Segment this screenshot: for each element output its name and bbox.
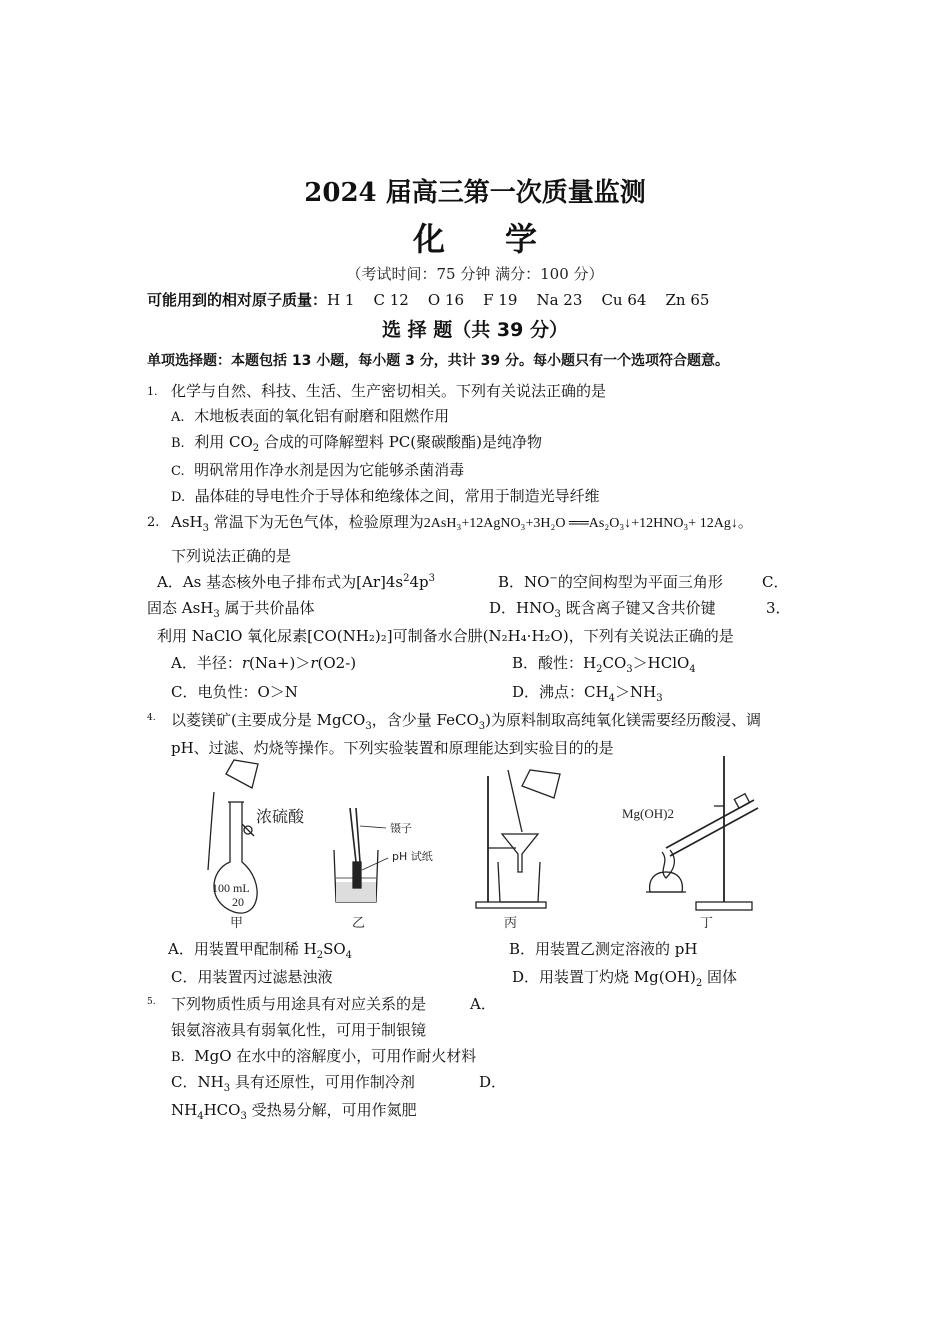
option-d bbox=[171, 485, 600, 506]
option-c bbox=[147, 597, 315, 620]
option-c bbox=[171, 1071, 415, 1094]
apparatus-a bbox=[208, 760, 305, 931]
option-text: 4p bbox=[409, 573, 429, 591]
subscript: 3 bbox=[213, 609, 220, 620]
option-b bbox=[171, 1045, 476, 1066]
option-text: 固态 AsH bbox=[147, 599, 214, 617]
subscript: 3 bbox=[656, 693, 663, 704]
subscript: 3 bbox=[365, 721, 372, 732]
option-b: B．用装置乙测定溶液的 pH bbox=[509, 940, 698, 958]
figure-label-c: 丙 bbox=[504, 916, 518, 931]
option-text: D．沸点：CH bbox=[512, 683, 609, 701]
italic-r: r bbox=[241, 654, 250, 672]
option-c-label: C． bbox=[762, 573, 789, 591]
option-label: B. bbox=[171, 436, 185, 451]
exam-info: （考试时间：75 分钟 满分：100 分） bbox=[346, 265, 604, 283]
stem-end: 。 bbox=[737, 513, 753, 531]
option-label: A. bbox=[171, 410, 185, 425]
apparatus-figure bbox=[200, 752, 780, 934]
option-a: 银氨溶液具有弱氧化性，可用于制银镜 bbox=[171, 1021, 427, 1039]
atomic-mass-values: H 1 C 12 O 16 F 19 Na 23 Cu 64 Zn 65 bbox=[327, 291, 710, 309]
flame-icon bbox=[662, 850, 674, 878]
italic-r: r bbox=[310, 654, 318, 672]
option-text: 受热易分解，可用作氮肥 bbox=[246, 1101, 417, 1119]
option-a bbox=[171, 405, 449, 426]
option-text: MgO 在水中的溶解度小，可用作耐火材料 bbox=[194, 1047, 477, 1065]
stem-text: 常温下为无色气体，检验原理为 bbox=[209, 513, 424, 531]
subscript: 3 bbox=[554, 609, 561, 620]
receiving-beaker bbox=[498, 862, 540, 902]
option-text: 合成的可降解塑料 PC(聚碳酸酯)是纯净物 bbox=[259, 433, 542, 451]
subscript: 3 bbox=[478, 721, 486, 732]
subject-title bbox=[0, 214, 950, 260]
acid-label: 浓硫酸 bbox=[256, 807, 305, 826]
option-text: D．用装置丁灼烧 Mg(OH) bbox=[512, 968, 696, 986]
superscript: − bbox=[549, 573, 558, 584]
section-title: 选 择 题（共 39 分） bbox=[382, 319, 568, 341]
ph-paper bbox=[353, 862, 361, 888]
option-text: 木地板表面的氧化铝有耐磨和阻燃作用 bbox=[194, 407, 450, 425]
option-label: D. bbox=[171, 490, 186, 505]
option-text: 固体 bbox=[702, 968, 737, 986]
option-label: C. bbox=[171, 464, 185, 479]
option-text: C．NH bbox=[171, 1073, 224, 1091]
question-stem-line2: 下列说法正确的是 bbox=[171, 547, 292, 565]
question-stem bbox=[171, 511, 753, 534]
option-text: 晶体硅的导电性介于导体和绝缘体之间，常用于制造光导纤维 bbox=[194, 487, 600, 505]
option-text: 既含离子键又含共价键 bbox=[560, 599, 716, 617]
option-d bbox=[171, 1099, 417, 1122]
pouring-beaker bbox=[226, 760, 258, 788]
option-text: B．NO bbox=[498, 573, 550, 591]
option-a-label: A． bbox=[470, 995, 496, 1013]
option-a bbox=[168, 938, 352, 961]
subscript: 3 bbox=[626, 664, 633, 675]
option-text: SO bbox=[323, 940, 346, 958]
funnel bbox=[502, 834, 538, 872]
subject-char-2: 学 bbox=[505, 220, 538, 258]
question-stem: 化学与自然、科技、生活、生产密切相关。下列有关说法正确的是 bbox=[171, 382, 607, 400]
alcohol-lamp bbox=[650, 872, 683, 892]
option-text: CO bbox=[602, 654, 627, 672]
stem-text: ，含少量 FeCO bbox=[371, 711, 479, 729]
figure-label-a: 甲 bbox=[230, 916, 244, 931]
option-a bbox=[157, 571, 435, 592]
ph-paper-label: pH 试纸 bbox=[392, 850, 433, 863]
option-c bbox=[171, 459, 464, 480]
atomic-mass-label: 可能用到的相对原子质量： bbox=[147, 291, 328, 309]
leader-line bbox=[362, 858, 388, 870]
option-b bbox=[498, 571, 723, 592]
tweezers-icon bbox=[350, 808, 356, 862]
subscript: 2 bbox=[695, 978, 703, 989]
option-text: 属于共价晶体 bbox=[219, 599, 315, 617]
question-number: 3． bbox=[766, 599, 791, 617]
pouring-beaker bbox=[522, 770, 560, 798]
option-b bbox=[512, 652, 696, 675]
option-d bbox=[489, 597, 716, 620]
option-text: A．用装置甲配制稀 H bbox=[168, 940, 317, 958]
question-stem: 下列物质性质与用途具有对应关系的是 bbox=[171, 995, 427, 1013]
subscript: 2 bbox=[252, 443, 260, 454]
clamp bbox=[734, 794, 749, 808]
option-text: 明矾常用作净水剂是因为它能够杀菌消毒 bbox=[194, 461, 465, 479]
glass-rod bbox=[508, 770, 522, 832]
option-text: A．As 基态核外电子排布式为[Ar]4s bbox=[157, 573, 404, 591]
subscript: 4 bbox=[197, 1111, 204, 1122]
option-a bbox=[171, 652, 356, 673]
glass-rod bbox=[208, 792, 214, 870]
option-text: ＞HClO bbox=[632, 654, 690, 672]
superscript: 2 bbox=[403, 573, 410, 584]
option-text: (Na+)＞ bbox=[249, 654, 311, 672]
stand-base bbox=[696, 902, 752, 910]
reaction-equation: 2AsH₃+12AgNO₃+3H₂O ══As₂O₃↓+12HNO₃+ 12Ag↓ bbox=[423, 516, 738, 531]
tweezers-label: 镊子 bbox=[390, 822, 412, 835]
flask-temp-label: 20 bbox=[232, 895, 244, 909]
figure-label-b: 乙 bbox=[352, 916, 366, 931]
stem-text: 以菱镁矿(主要成分是 MgCO bbox=[171, 711, 366, 729]
option-text: HCO bbox=[203, 1101, 241, 1119]
question-stem-line2: pH、过滤、灼烧等操作。下列实验装置和原理能达到实验目的的是 bbox=[171, 739, 614, 757]
question-number: 5. bbox=[147, 997, 156, 1007]
subscript: 3 bbox=[240, 1111, 247, 1122]
mgoh2-label: Mg(OH)2 bbox=[622, 806, 674, 821]
question-number: 1. bbox=[147, 385, 158, 398]
stem-text: AsH bbox=[171, 513, 203, 531]
question-stem: 利用 NaClO 氧化尿素[CO(NH₂)₂]可制备水合肼(N₂H₄·H₂O)，下列有关说法正确的是 bbox=[157, 627, 734, 645]
option-text: (O2-) bbox=[317, 654, 357, 672]
figure-label-d: 丁 bbox=[700, 916, 714, 931]
option-text: 利用 CO bbox=[194, 433, 253, 451]
option-c: C．电负性：O＞N bbox=[171, 683, 298, 701]
apparatus-d bbox=[622, 756, 758, 931]
option-text: 具有还原性，可用作制冷剂 bbox=[230, 1073, 415, 1091]
tweezers-icon-arm bbox=[356, 808, 360, 862]
option-d-label: D． bbox=[479, 1073, 507, 1091]
option-label: B. bbox=[171, 1050, 185, 1065]
exam-title: 2024 届高三第一次质量监测 bbox=[304, 178, 646, 208]
flask-volume-label: 100 mL bbox=[212, 881, 250, 895]
superscript: 3 bbox=[428, 573, 435, 584]
atomic-mass-line bbox=[147, 289, 709, 310]
option-c: C．用装置丙过滤悬浊液 bbox=[171, 968, 333, 986]
option-text: B．酸性：H bbox=[512, 654, 597, 672]
subscript: 2 bbox=[596, 664, 603, 675]
subscript: 4 bbox=[345, 950, 353, 961]
test-tube-wall bbox=[670, 808, 758, 856]
option-d bbox=[512, 966, 737, 989]
subscript: 4 bbox=[689, 664, 696, 675]
subscript: 2 bbox=[316, 950, 324, 961]
option-d bbox=[512, 681, 663, 704]
stand-base bbox=[476, 902, 546, 908]
apparatus-b bbox=[334, 808, 433, 931]
subscript: 3 bbox=[223, 1083, 231, 1094]
stem-text: )为原料制取高纯氧化镁需要经历酸浸、调 bbox=[485, 711, 761, 729]
subject-char-1: 化 bbox=[412, 220, 445, 258]
question-number: 4. bbox=[147, 713, 156, 723]
question-number: 2. bbox=[147, 515, 160, 530]
section-instruction: 单项选择题：本题包括 13 小题，每小题 3 分，共计 39 分。每小题只有一个选项符合题意。 bbox=[147, 353, 729, 369]
leader-line bbox=[360, 826, 386, 828]
question-stem bbox=[171, 709, 761, 732]
option-text: A．半径： bbox=[171, 654, 242, 672]
option-text: ＞NH bbox=[614, 683, 657, 701]
subscript: 4 bbox=[608, 693, 615, 704]
option-text: 的空间构型为平面三角形 bbox=[557, 573, 723, 591]
option-b bbox=[171, 431, 542, 454]
apparatus-c bbox=[476, 770, 560, 931]
option-text: D．HNO bbox=[489, 599, 555, 617]
subscript: 3 bbox=[202, 523, 209, 534]
option-text: NH bbox=[171, 1101, 198, 1119]
